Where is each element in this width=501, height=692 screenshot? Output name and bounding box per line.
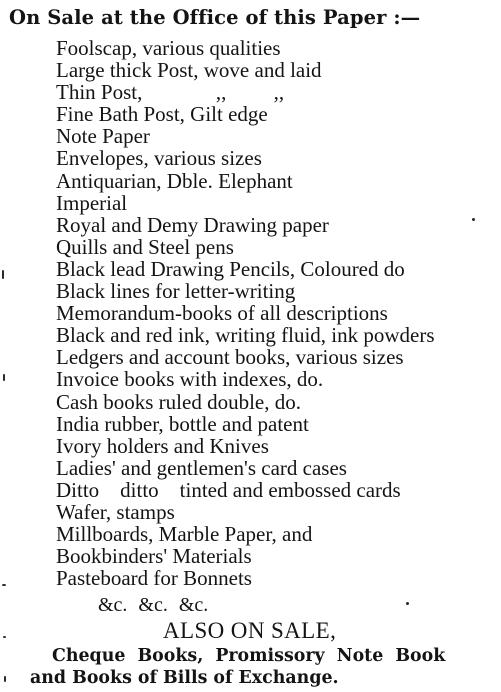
list-item: Note Paper — [56, 124, 150, 149]
print-speck — [2, 584, 6, 586]
list-item: Bookbinders' Materials — [56, 544, 252, 569]
advertisement-heading: On Sale at the Office of this Paper :— — [9, 6, 421, 29]
list-item: Memorandum-books of all descriptions — [56, 301, 388, 326]
list-item: India rubber, bottle and patent — [56, 411, 309, 436]
list-item: Millboards, Marble Paper, and — [56, 522, 313, 547]
list-item: Black lines for letter-writing — [56, 279, 296, 304]
list-item: Envelopes, various sizes — [56, 146, 262, 171]
list-item: Cash books ruled double, do. — [56, 389, 301, 414]
print-speck — [3, 374, 5, 381]
list-item: Invoice books with indexes, do. — [56, 367, 324, 392]
cheque-books-line: Cheque Books, Promissory Note Book — [52, 646, 446, 666]
list-item: Black and red ink, writing fluid, ink powders — [56, 323, 435, 348]
list-item: Ladies' and gentlemen's card cases — [56, 455, 347, 480]
bills-of-exchange-line: and Books of Bills of Exchange. — [30, 668, 339, 688]
print-speck — [2, 270, 4, 279]
list-item: Royal and Demy Drawing paper — [56, 212, 329, 237]
list-item: Quills and Steel pens — [56, 234, 234, 259]
list-item: Large thick Post, wove and laid — [56, 58, 322, 83]
list-item: Fine Bath Post, Gilt edge — [56, 102, 268, 127]
list-item: Ledgers and account books, various sizes — [56, 345, 404, 370]
list-item: Ditto ditto tinted and embossed cards — [56, 477, 401, 502]
print-speck — [406, 602, 409, 605]
list-item: Antiquarian, Dble. Elephant — [56, 168, 293, 193]
list-item: Ivory holders and Knives — [56, 433, 269, 458]
list-item: Black lead Drawing Pencils, Coloured do — [56, 256, 405, 281]
cheque-books-notice — [30, 645, 445, 689]
list-item: Pasteboard for Bonnets — [56, 566, 252, 591]
print-speck — [4, 676, 6, 682]
list-item: Foolscap, various qualities — [56, 36, 281, 60]
etc-line: &c. &c. &c. — [98, 594, 209, 616]
list-item: Imperial — [56, 190, 128, 215]
stationery-list — [56, 37, 435, 589]
print-speck — [3, 636, 6, 638]
list-item: Thin Post, ,, ,, — [56, 80, 285, 105]
print-speck — [472, 218, 475, 221]
also-on-sale-heading: ALSO ON SALE, — [163, 618, 337, 643]
list-item: Wafer, stamps — [56, 499, 175, 524]
